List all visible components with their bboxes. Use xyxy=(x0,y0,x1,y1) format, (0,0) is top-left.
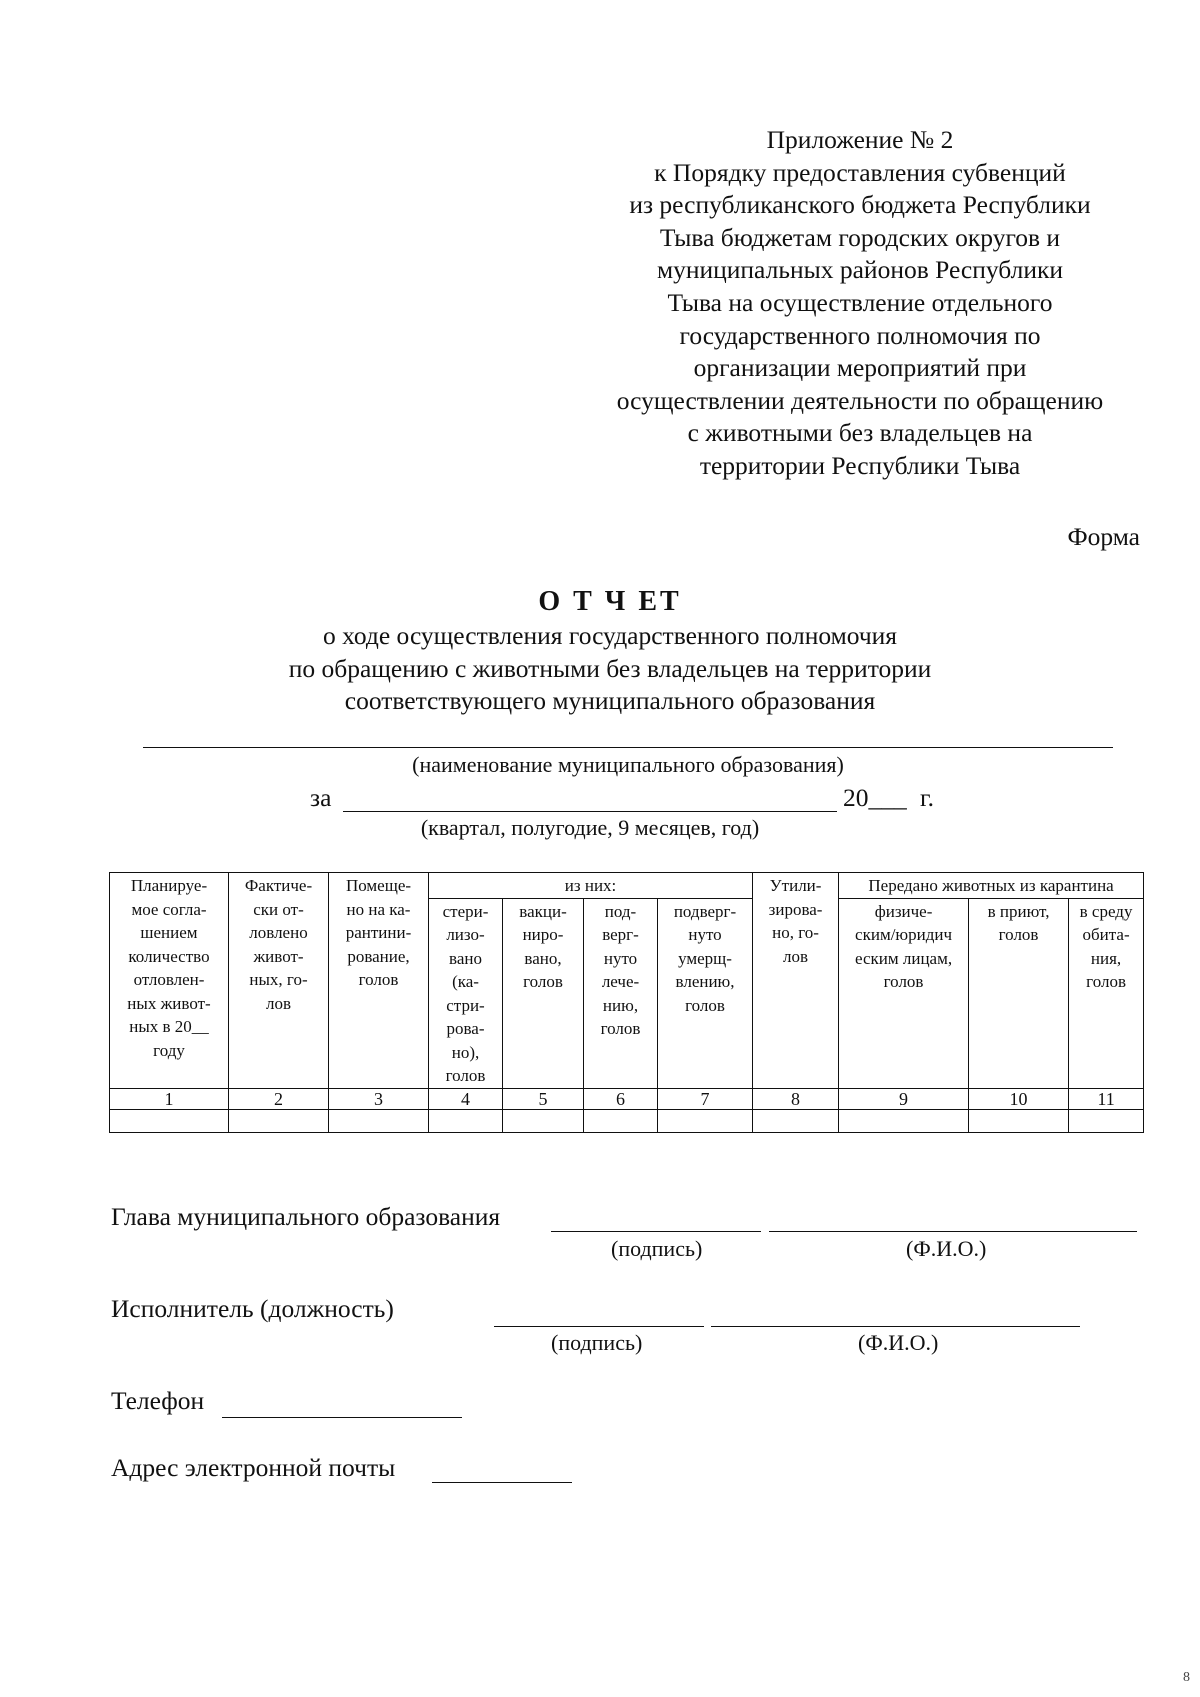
head-sign-caption: (подпись) xyxy=(611,1236,703,1261)
header-to-persons: физиче- ским/юридич еским лицам, голов xyxy=(839,898,969,1088)
report-table xyxy=(109,872,1144,1133)
form-label: Форма xyxy=(1067,522,1140,551)
data-cell[interactable] xyxy=(584,1109,658,1132)
head-name-line[interactable] xyxy=(769,1231,1137,1232)
header-euthanized: подверг- нуто умерщ- влению, голов xyxy=(658,898,753,1088)
data-cell[interactable] xyxy=(839,1109,969,1132)
data-cell[interactable] xyxy=(1069,1109,1144,1132)
executor-signature-line[interactable] xyxy=(494,1326,704,1327)
appendix-line: государственного полномочия по xyxy=(679,320,1041,350)
municipality-name-line[interactable] xyxy=(143,747,1113,748)
appendix-line: муниципальных районов Республики xyxy=(656,255,1064,285)
appendix-line: организации мероприятий при xyxy=(693,353,1027,383)
column-number: 5 xyxy=(503,1088,584,1109)
executor-label: Исполнитель (должность) xyxy=(111,1294,394,1323)
column-number: 3 xyxy=(329,1088,429,1109)
report-title: О Т Ч ЕТ xyxy=(538,586,682,617)
appendix-line: территории Республики Тыва xyxy=(699,450,1021,480)
executor-name-caption: (Ф.И.О.) xyxy=(858,1330,939,1355)
data-cell[interactable] xyxy=(429,1109,503,1132)
data-cell[interactable] xyxy=(110,1109,229,1132)
appendix-line: Приложение № 2 xyxy=(766,125,954,154)
phone-label: Телефон xyxy=(111,1386,205,1415)
header-treated: под- верг- нуто лече- нию, голов xyxy=(584,898,658,1088)
header-of-them: из них: xyxy=(429,873,753,899)
appendix-line: с животными без владельцев на xyxy=(687,418,1033,448)
head-signature-line[interactable] xyxy=(551,1231,761,1232)
data-cell[interactable] xyxy=(503,1109,584,1132)
subtitle-line: соответствующего муниципального образования xyxy=(344,686,876,716)
header-to-shelter: в приют, голов xyxy=(969,898,1069,1088)
data-cell[interactable] xyxy=(969,1109,1069,1132)
appendix-line: Тыва на осуществление отдельного xyxy=(667,287,1053,317)
year-field[interactable]: 20___ xyxy=(843,783,907,812)
column-number: 9 xyxy=(839,1088,969,1109)
period-caption: (квартал, полугодие, 9 месяцев, год) xyxy=(420,815,760,840)
subtitle-line: по обращению с животными без владельцев на территории xyxy=(288,653,932,683)
column-number: 4 xyxy=(429,1088,503,1109)
executor-sign-caption: (подпись) xyxy=(551,1330,643,1355)
email-label: Адрес электронной почты xyxy=(111,1453,396,1482)
column-number: 1 xyxy=(110,1088,229,1109)
period-line[interactable] xyxy=(343,811,837,812)
email-input-line[interactable] xyxy=(432,1482,572,1483)
header-caught: Фактиче- ски от- ловлено живот- ных, го- лов xyxy=(229,873,329,1089)
header-vaccinated: вакци- ниро- вано, голов xyxy=(503,898,584,1088)
appendix-line: из республиканского бюджета Республики xyxy=(629,190,1091,220)
data-cell[interactable] xyxy=(329,1109,429,1132)
head-name-caption: (Ф.И.О.) xyxy=(906,1236,987,1261)
appendix-line: осуществлении деятельности по обращению xyxy=(616,385,1104,415)
appendix-header xyxy=(580,124,1140,483)
column-number: 7 xyxy=(658,1088,753,1109)
column-number: 2 xyxy=(229,1088,329,1109)
municipality-caption: (наименование муниципального образования) xyxy=(412,752,844,777)
page-number: 8 xyxy=(1183,1670,1190,1685)
header-disposed: Утили- зирова- но, го- лов xyxy=(753,873,839,1089)
header-sterilized: стери- лизо- вано (ка- стри- рова- но), голов xyxy=(429,898,503,1088)
column-number: 6 xyxy=(584,1088,658,1109)
phone-input-line[interactable] xyxy=(222,1417,462,1418)
header-to-habitat: в среду обита- ния, голов xyxy=(1069,898,1144,1088)
subtitle-line: о ходе осуществления государственного полномочия xyxy=(322,621,898,650)
year-suffix: г. xyxy=(920,783,934,812)
period-prefix: за xyxy=(310,783,332,812)
appendix-line: Тыва бюджетам городских округов и xyxy=(659,222,1061,252)
data-cell[interactable] xyxy=(658,1109,753,1132)
data-cell[interactable] xyxy=(753,1109,839,1132)
data-cell[interactable] xyxy=(229,1109,329,1132)
header-transferred: Передано животных из карантина xyxy=(839,873,1144,899)
appendix-line: к Порядку предоставления субвенций xyxy=(654,157,1066,187)
column-number: 8 xyxy=(753,1088,839,1109)
column-number: 11 xyxy=(1069,1088,1144,1109)
executor-name-line[interactable] xyxy=(711,1326,1080,1327)
header-quarantined: Помеще- но на ка- рантини- рование, голов xyxy=(329,873,429,1089)
header-planned: Планируе- мое согла- шением количество отловлен- ных живот- ных в 20__ году xyxy=(110,873,229,1089)
column-number: 10 xyxy=(969,1088,1069,1109)
report-subtitle xyxy=(200,620,1020,718)
head-label: Глава муниципального образования xyxy=(111,1202,501,1231)
